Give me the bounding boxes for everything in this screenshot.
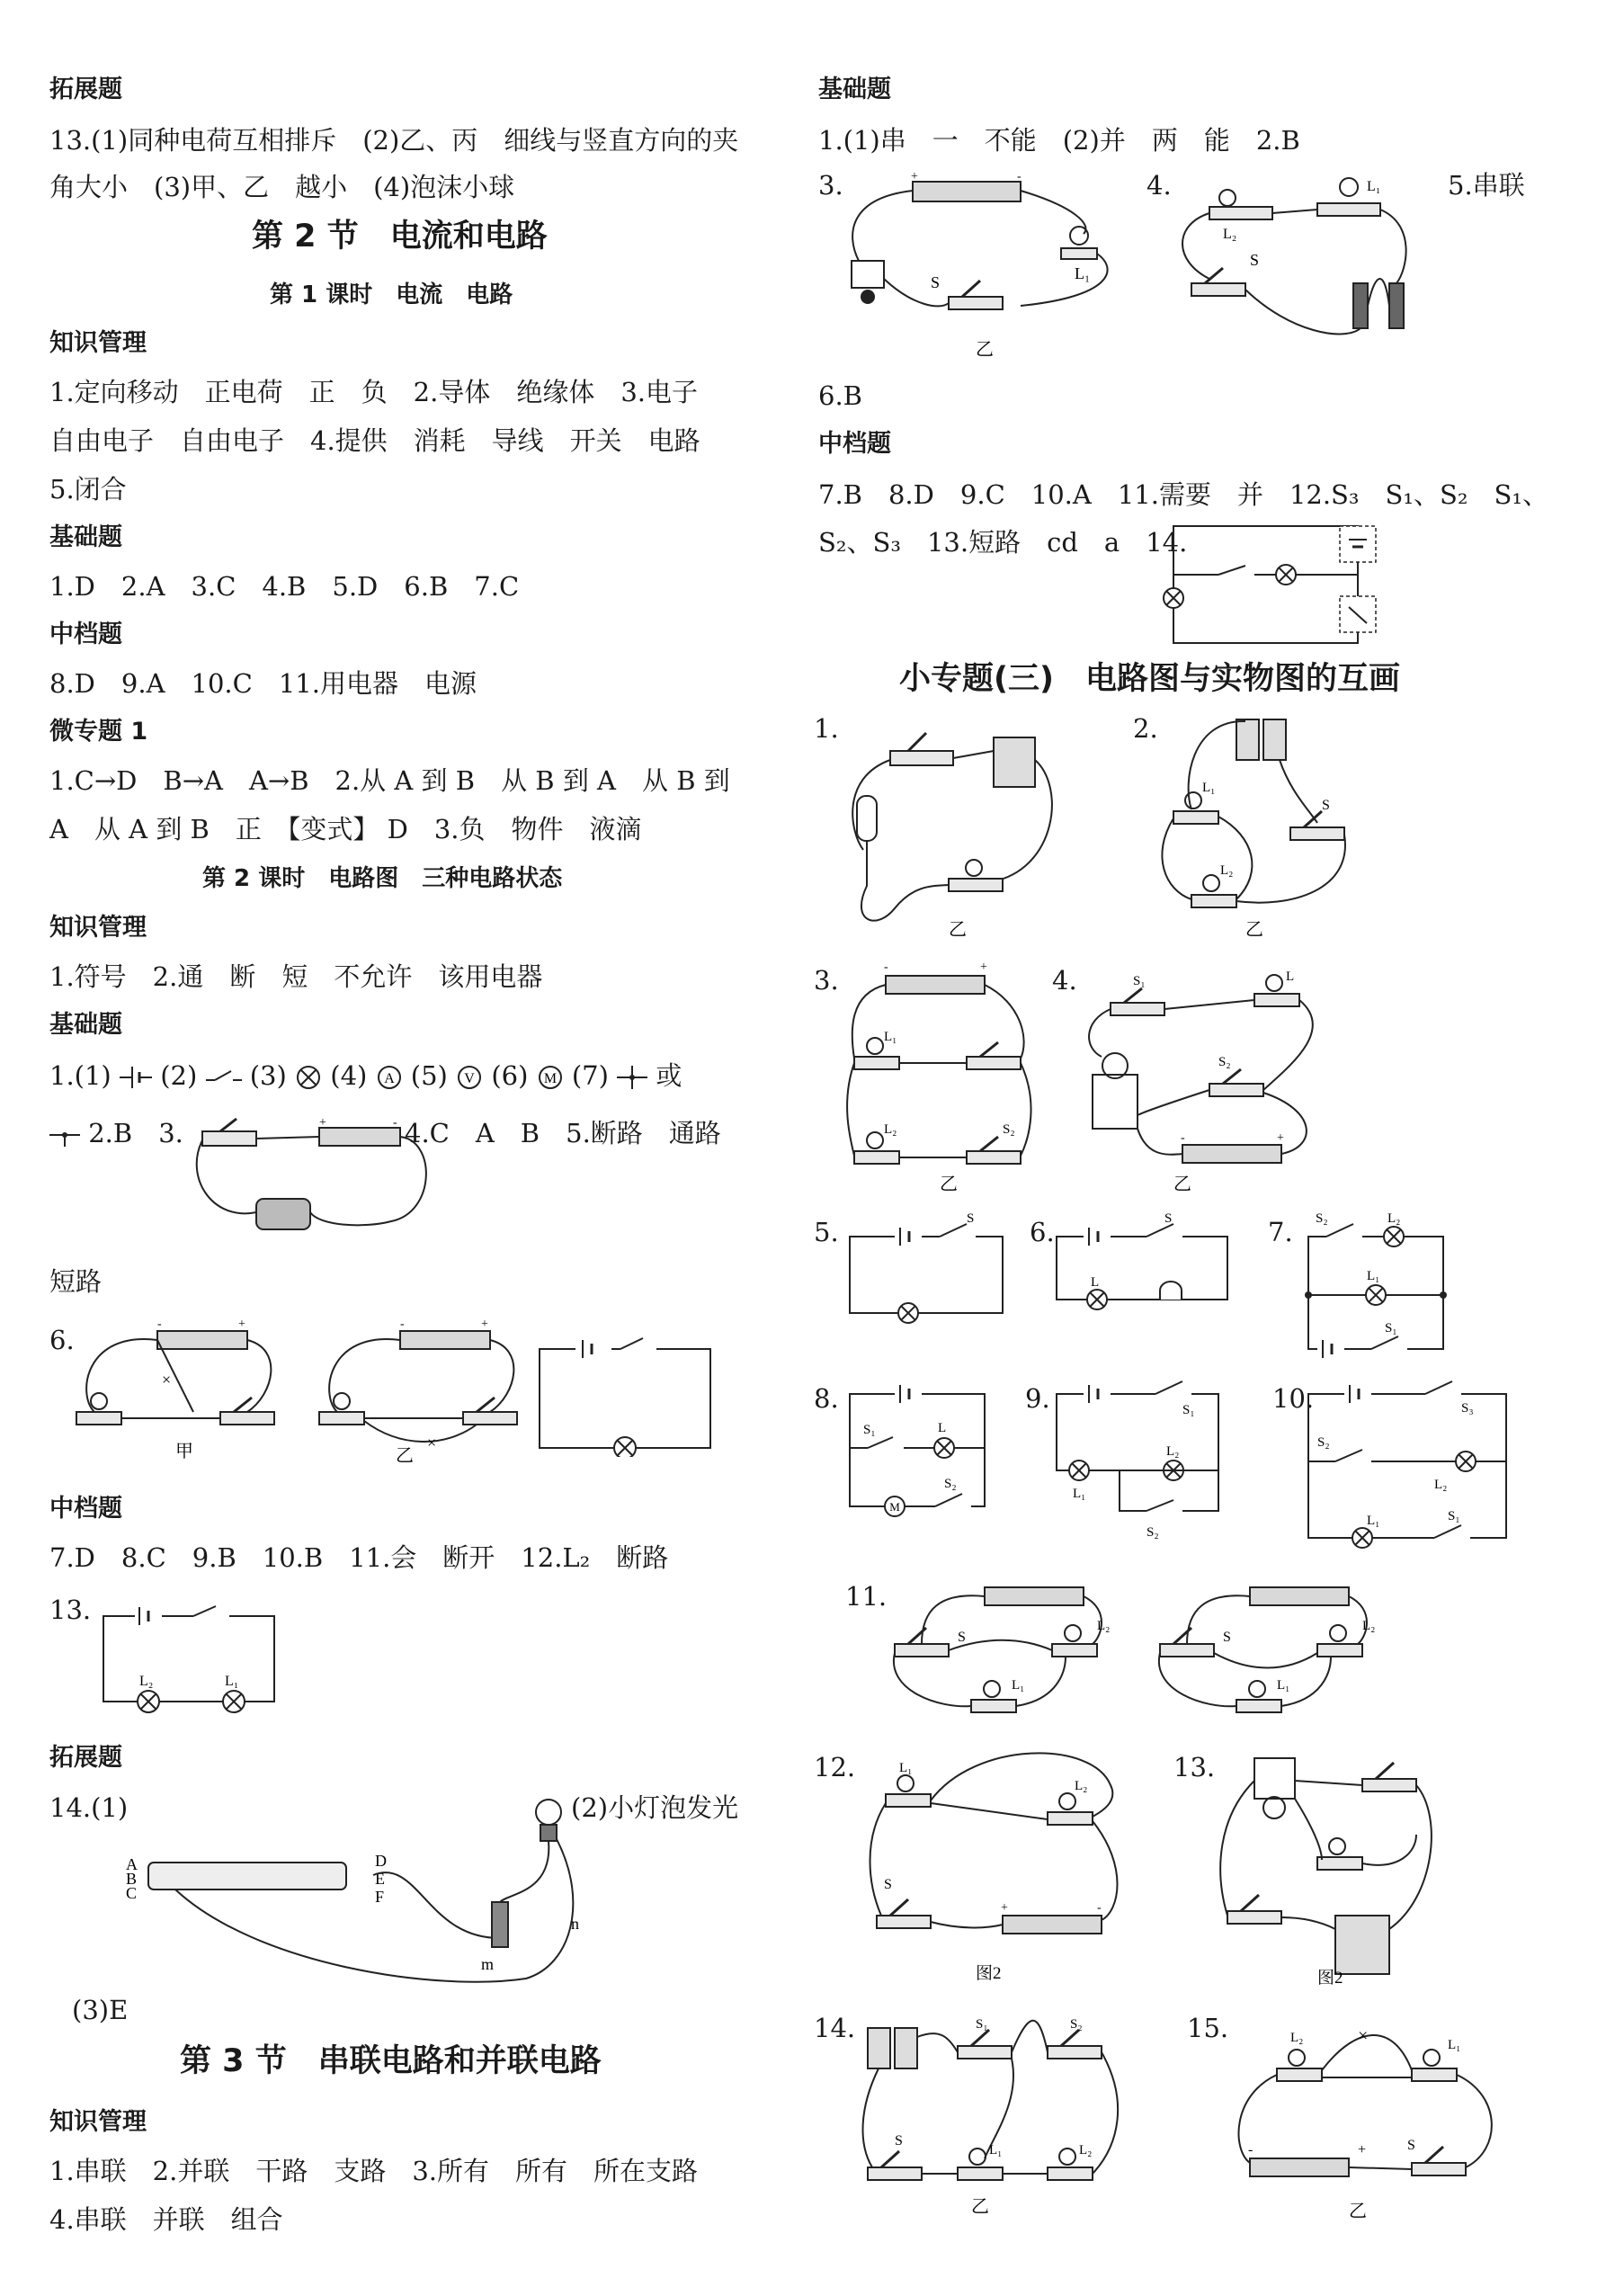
circuit-diagram-t10 <box>1299 1376 1515 1556</box>
section-heading: 知识管理 <box>49 329 147 357</box>
answer-line: S₂、S₃ 13.短路 cd a 14. <box>818 527 1188 558</box>
circuit-figure-t11a <box>886 1574 1120 1740</box>
q-number: (7) <box>571 1060 609 1091</box>
svg-text:S: S <box>958 1630 966 1645</box>
svg-text:L₂: L₂ <box>139 1674 154 1689</box>
svg-text:×: × <box>427 1434 437 1452</box>
section-heading: 基础题 <box>49 1011 122 1039</box>
section-heading: 拓展题 <box>49 76 122 103</box>
svg-text:S: S <box>1250 251 1260 269</box>
svg-text:S₁: S₁ <box>863 1423 876 1437</box>
answer-line: 4.串联 并联 组合 <box>49 2204 283 2235</box>
svg-text:D: D <box>375 1852 387 1870</box>
svg-text:B: B <box>126 1870 138 1888</box>
circuit-figure-q6-yi <box>310 1313 553 1466</box>
svg-text:+: + <box>319 1116 326 1130</box>
answer-line: 1.串联 2.并联 干路 支路 3.所有 所有 所在支路 <box>49 2156 699 2186</box>
answer-line: 8.D 9.A 10.C 11.用电器 电源 <box>49 668 477 699</box>
answer-line: 5.闭合 <box>49 474 127 505</box>
svg-text:L₁: L₁ <box>1277 1678 1290 1693</box>
q-number: 13. <box>1173 1752 1216 1782</box>
circuit-figure-t4 <box>1084 958 1344 1196</box>
lesson-title: 第 1 课时 电流 电路 <box>270 281 513 308</box>
svg-text:S₂: S₂ <box>1070 2017 1083 2032</box>
q-number: (6) <box>491 1060 529 1091</box>
q-number: 9. <box>1025 1383 1050 1414</box>
svg-text:S: S <box>895 2133 903 2149</box>
figure-caption: 乙 <box>940 1175 958 1194</box>
q-number: 6. <box>1030 1217 1055 1247</box>
svg-text:V: V <box>464 1071 475 1086</box>
circuit-figure-t15 <box>1232 2015 1502 2230</box>
circuit-figure-r-q3 <box>841 171 1138 369</box>
q-number: 15. <box>1187 2013 1229 2043</box>
answer-line: 13.(1)同种电荷互相排斥 (2)乙、丙 细线与竖直方向的夹 <box>49 125 739 156</box>
svg-text:S₂: S₂ <box>944 1477 957 1491</box>
svg-text:×: × <box>162 1371 172 1389</box>
figure-caption: 乙 <box>949 920 967 940</box>
answer-line <box>49 1115 183 1151</box>
ammeter-symbol-icon <box>376 1064 403 1091</box>
svg-text:S: S <box>1322 798 1330 813</box>
svg-text:L₁: L₁ <box>899 1761 913 1775</box>
svg-text:L₁: L₁ <box>1367 1269 1380 1283</box>
svg-text:S₂: S₂ <box>1003 1122 1015 1137</box>
svg-text:L₂: L₂ <box>1220 863 1234 878</box>
svg-text:m: m <box>481 1955 495 1973</box>
answer-line: 14.(1) <box>49 1792 129 1823</box>
section-heading: 中档题 <box>49 1495 122 1523</box>
svg-text:S₂: S₂ <box>1218 1055 1231 1069</box>
svg-text:-: - <box>1248 2142 1254 2158</box>
answer-line: 7.D 8.C 9.B 10.B 11.会 断开 12.L₂ 断路 <box>49 1542 669 1573</box>
svg-text:L₂: L₂ <box>1290 2031 1304 2045</box>
circuit-figure-q14 <box>121 1785 607 1983</box>
answer-line: 7.B 8.D 9.C 10.A 11.需要 并 12.S₃ S₁、S₂ S₁、 <box>818 479 1549 510</box>
motor-symbol-icon <box>537 1064 564 1091</box>
circuit-diagram-t6 <box>1048 1210 1245 1327</box>
topic-title: 小专题(三) 电路图与实物图的互画 <box>899 661 1400 697</box>
answer-line: (3)E <box>72 1995 129 2025</box>
voltmeter-symbol-icon <box>456 1064 483 1091</box>
svg-text:L: L <box>1091 1275 1100 1290</box>
svg-text:L₁: L₁ <box>1075 264 1091 282</box>
section-heading: 知识管理 <box>49 914 147 942</box>
svg-text:-: - <box>1017 171 1022 183</box>
answer-line: 1.定向移动 正电荷 正 负 2.导体 绝缘体 3.电子 <box>49 377 699 407</box>
svg-text:+: + <box>911 171 918 183</box>
figure-caption: 乙 <box>1245 920 1263 940</box>
svg-text:C: C <box>126 1884 138 1902</box>
q-number: 3. <box>814 965 839 996</box>
svg-text:S₃: S₃ <box>1461 1401 1474 1416</box>
q-number: (5) <box>410 1060 448 1091</box>
svg-text:M: M <box>889 1500 900 1514</box>
svg-text:+: + <box>1277 1131 1284 1145</box>
svg-text:A: A <box>383 1071 395 1086</box>
section-heading: 中档题 <box>818 430 891 458</box>
svg-text:-: - <box>157 1318 162 1331</box>
figure-caption: 图2 <box>976 1964 1002 1983</box>
svg-text:S₁: S₁ <box>1182 1403 1195 1417</box>
svg-text:L₂: L₂ <box>1362 1619 1376 1633</box>
circuit-figure-t12 <box>868 1749 1129 1992</box>
svg-text:S: S <box>1407 2138 1415 2153</box>
section-heading: 拓展题 <box>49 1744 122 1772</box>
answer-line: 1.D 2.A 3.C 4.B 5.D 6.B 7.C <box>49 571 520 602</box>
answer-line: 1.符号 2.通 断 短 不允许 该用电器 <box>49 961 543 992</box>
section-heading: 基础题 <box>818 76 891 103</box>
q-number: 14. <box>814 2013 856 2043</box>
svg-text:S: S <box>1223 1630 1231 1645</box>
svg-text:S₁: S₁ <box>1133 974 1146 988</box>
svg-text:L₁: L₁ <box>1012 1678 1025 1693</box>
svg-text:S: S <box>884 1877 892 1892</box>
figure-caption: 乙 <box>971 2197 989 2217</box>
circuit-figure-t13 <box>1209 1745 1443 1997</box>
svg-text:F: F <box>375 1888 385 1906</box>
figure-caption: 乙 <box>976 340 994 360</box>
q-number: 5. <box>814 1217 839 1247</box>
svg-text:L₂: L₂ <box>1075 1779 1088 1793</box>
svg-text:L: L <box>1286 969 1295 984</box>
circuit-diagram-t7 <box>1290 1210 1470 1362</box>
q-number: 3. <box>818 170 843 201</box>
svg-text:S: S <box>1164 1211 1173 1226</box>
svg-text:S₁: S₁ <box>976 2017 988 2032</box>
q-number: 8. <box>814 1383 839 1414</box>
section-title: 第 3 节 串联电路和并联电路 <box>180 2043 602 2079</box>
svg-text:×: × <box>1358 2026 1369 2046</box>
q-number: 13. <box>49 1595 92 1625</box>
svg-text:M: M <box>543 1071 557 1086</box>
q-number: 12. <box>814 1752 856 1782</box>
svg-text:L₁: L₁ <box>884 1030 897 1044</box>
svg-text:L₂: L₂ <box>884 1122 897 1137</box>
svg-text:L₂: L₂ <box>1223 227 1237 242</box>
q-number: 2. <box>1133 713 1158 744</box>
svg-text:S₂: S₂ <box>1317 1435 1330 1450</box>
figure-caption: 乙 <box>1349 2202 1367 2221</box>
svg-text:A: A <box>126 1855 138 1873</box>
answer-line: (2)小灯泡发光 <box>571 1792 739 1823</box>
circuit-diagram-t5 <box>841 1210 1021 1327</box>
svg-text:+: + <box>481 1318 488 1331</box>
circuit-figure-t2 <box>1155 710 1362 944</box>
circuit-diagram-q6 <box>522 1331 746 1457</box>
answer-text: 2.B 3. <box>88 1118 183 1148</box>
q-number: (2) <box>160 1060 198 1091</box>
svg-text:L₁: L₁ <box>1367 179 1381 194</box>
svg-text:-: - <box>400 1318 405 1331</box>
answer-line: 角大小 (3)甲、乙 越小 (4)泡沫小球 <box>49 172 515 202</box>
answer-line: 4.C A B 5.断路 通路 <box>405 1118 721 1148</box>
svg-text:+: + <box>1358 2142 1367 2158</box>
svg-text:L₂: L₂ <box>1079 2143 1093 2158</box>
answer-line: 1.(1)串 一 不能 (2)并 两 能 2.B <box>818 125 1300 156</box>
svg-text:L₂: L₂ <box>1166 1444 1180 1459</box>
circuit-figure-t14 <box>859 2010 1129 2217</box>
svg-text:+: + <box>238 1318 245 1331</box>
circuit-figure-q6-jia <box>67 1313 310 1466</box>
svg-text:-: - <box>884 960 888 974</box>
circuit-diagram-r-q14 <box>1160 517 1385 652</box>
switch-symbol-icon <box>206 1064 242 1091</box>
circuit-figure-q3 <box>193 1113 436 1248</box>
q-number: 7. <box>1268 1217 1293 1247</box>
q-number: 1.(1) <box>49 1060 112 1091</box>
lesson-title: 第 2 课时 电路图 三种电路状态 <box>202 865 563 892</box>
svg-text:L₁: L₁ <box>1073 1487 1086 1501</box>
svg-text:L₁: L₁ <box>1202 781 1216 795</box>
q-number: 11. <box>845 1581 888 1612</box>
svg-text:+: + <box>1001 1901 1008 1915</box>
svg-text:n: n <box>571 1915 579 1933</box>
circuit-diagram-t9 <box>1048 1376 1236 1542</box>
svg-text:S₂: S₂ <box>1316 1211 1328 1226</box>
battery-symbol-icon <box>120 1064 152 1091</box>
section-heading: 微专题 1 <box>49 718 148 746</box>
svg-text:-: - <box>393 1116 397 1130</box>
svg-text:S₁: S₁ <box>1448 1509 1460 1523</box>
svg-text:+: + <box>980 960 987 974</box>
section-heading: 中档题 <box>49 621 122 648</box>
lamp-symbol-icon <box>295 1064 322 1091</box>
svg-text:-: - <box>1181 1131 1185 1145</box>
figure-caption: 乙 <box>1173 1175 1191 1194</box>
svg-text:-: - <box>1097 1901 1102 1915</box>
answer-line: 自由电子 自由电子 4.提供 消耗 导线 开关 电路 <box>49 425 700 456</box>
circuit-diagram-t8 <box>841 1376 1003 1520</box>
junction-symbol-icon <box>49 1121 80 1148</box>
svg-text:L₁: L₁ <box>225 1674 239 1689</box>
section-heading: 知识管理 <box>49 2108 147 2136</box>
or-text: 或 <box>656 1060 683 1091</box>
svg-text:S: S <box>931 273 941 291</box>
figure-caption: 甲 <box>175 1442 193 1461</box>
circuit-figure-t11b <box>1151 1574 1385 1740</box>
circuit-figure-r-q4 <box>1173 171 1434 360</box>
figure-caption: 乙 <box>396 1446 414 1466</box>
svg-text:L₂: L₂ <box>1097 1619 1111 1633</box>
circuit-figure-t3 <box>841 958 1048 1196</box>
q-number: 6. <box>49 1325 75 1355</box>
q-number: 1. <box>814 713 839 744</box>
junction-symbol-icon <box>617 1064 647 1091</box>
svg-text:S: S <box>967 1211 975 1226</box>
q-number: 4. <box>1052 965 1077 996</box>
figure-caption: 图2 <box>1317 1969 1343 1988</box>
svg-text:L₁: L₁ <box>1448 2038 1461 2052</box>
section-title: 第 2 节 电流和电路 <box>252 219 548 255</box>
q-number: (4) <box>330 1060 368 1091</box>
svg-text:L₁: L₁ <box>989 2143 1003 2158</box>
svg-text:S₂: S₂ <box>1146 1525 1159 1540</box>
section-heading: 基础题 <box>49 523 122 551</box>
answer-line <box>49 1058 682 1094</box>
answer-line: 1.C→D B→A A→B 2.从 A 到 B 从 B 到 A 从 B 到 <box>49 765 730 796</box>
svg-text:L: L <box>938 1421 947 1435</box>
svg-text:L₁: L₁ <box>1367 1514 1380 1528</box>
circuit-figure-t1 <box>841 715 1066 944</box>
answer-line: A 从 A 到 B 正 【变式】 D 3.负 物件 液滴 <box>49 814 642 844</box>
q-number: 10. <box>1272 1383 1315 1414</box>
circuit-diagram-q13 <box>94 1603 328 1720</box>
svg-text:E: E <box>375 1870 385 1888</box>
svg-text:L₂: L₂ <box>1387 1211 1401 1226</box>
svg-text:L₂: L₂ <box>1434 1478 1448 1492</box>
answer-line: 短路 <box>49 1266 103 1297</box>
q-number: 4. <box>1146 170 1172 201</box>
q-number: (3) <box>249 1060 287 1091</box>
answer-line: 5.串联 <box>1448 170 1525 201</box>
answer-line: 6.B <box>818 380 862 411</box>
svg-text:S₁: S₁ <box>1385 1321 1397 1336</box>
